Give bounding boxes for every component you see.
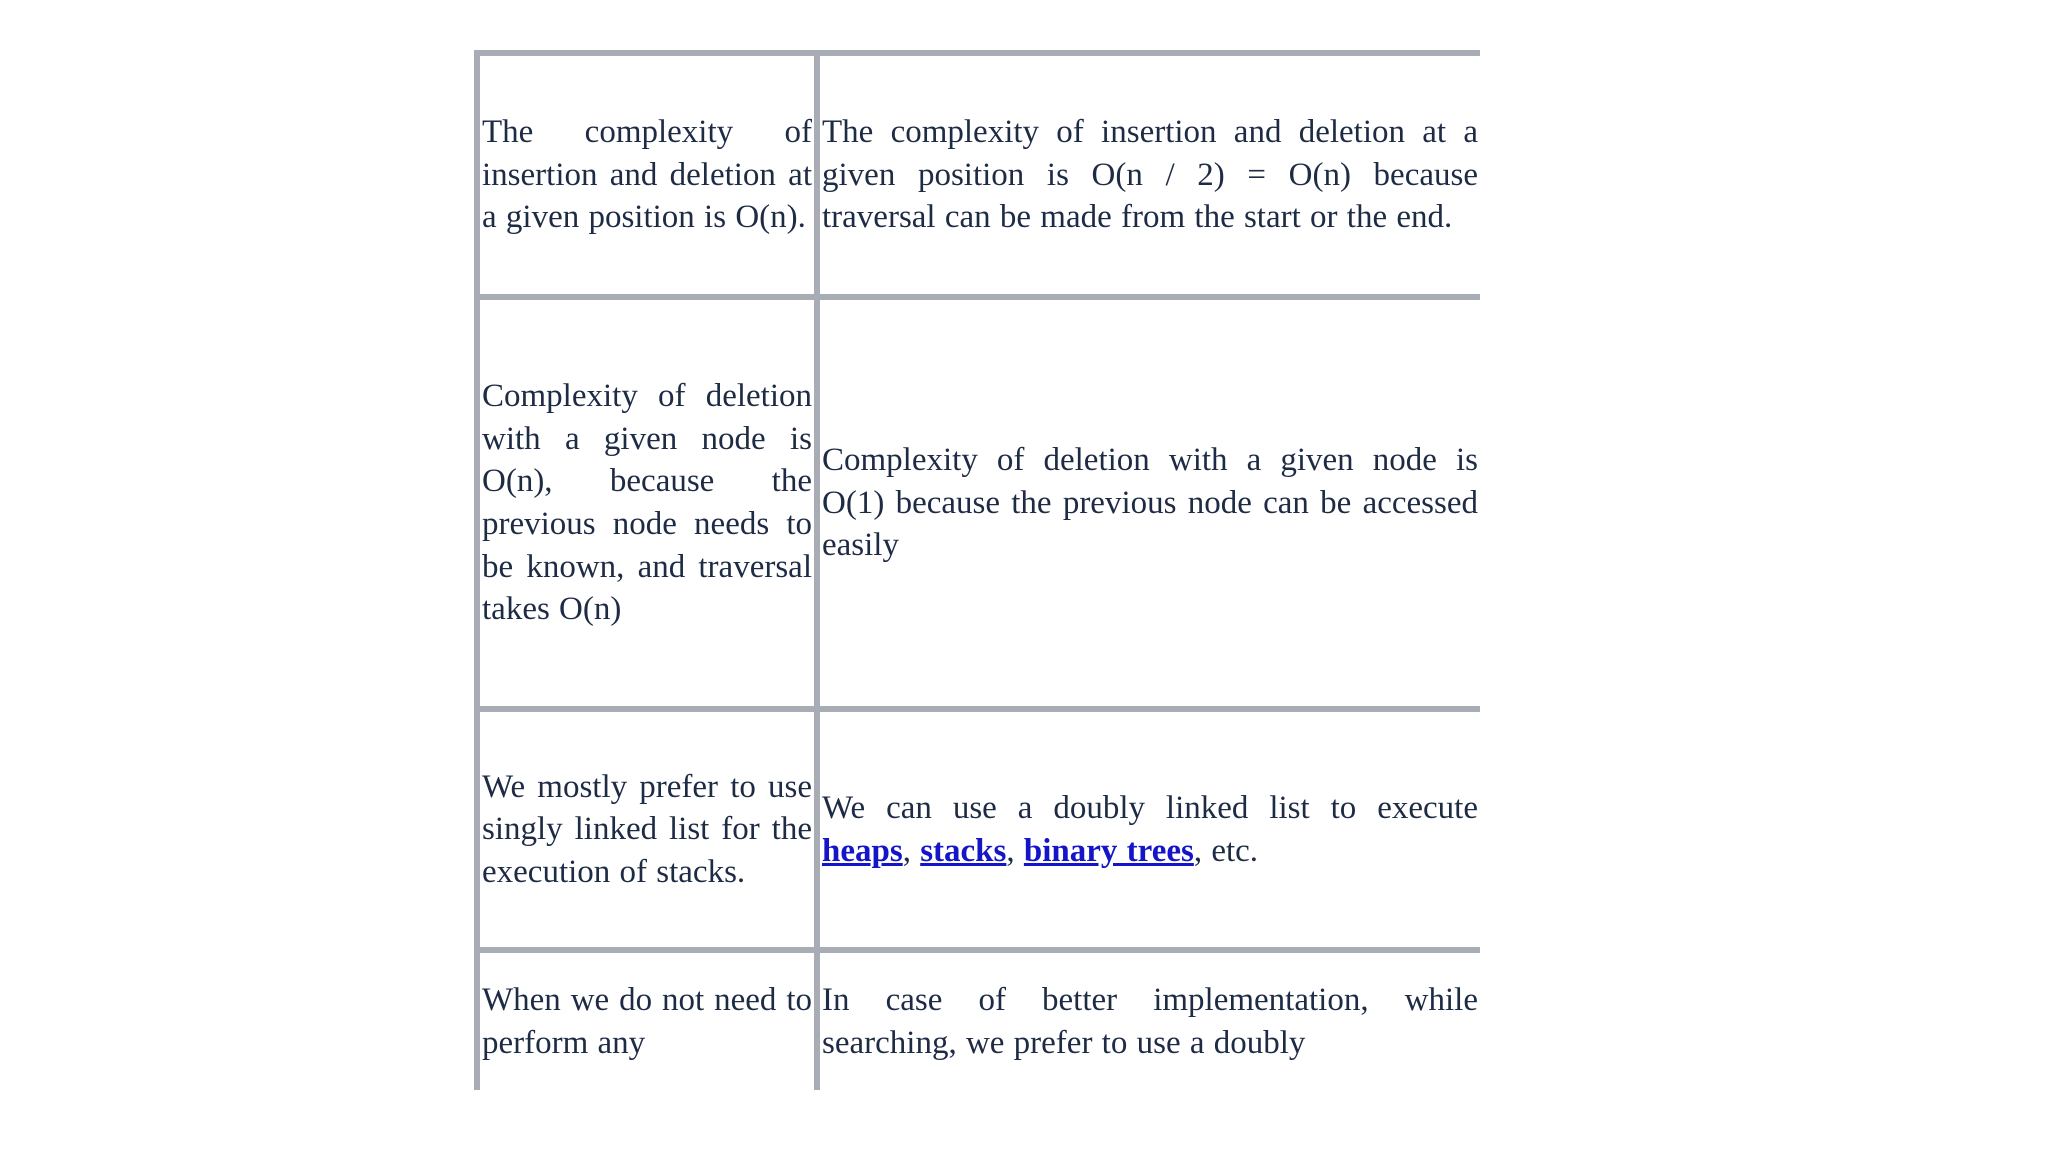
table-row xyxy=(480,953,1480,1090)
table-cell-left: The complexity of insertion and deletion at a given position is O(n). xyxy=(480,56,820,300)
table-cell-left: When we do not need to perform any xyxy=(480,953,820,1090)
table-cell-left: Complexity of deletion with a given node is O(n), because the previous node needs to be known, and traversal takes O(n) xyxy=(480,300,820,712)
cell-text-suffix: etc. xyxy=(1211,832,1259,869)
cell-text-prefix: We can use a doubly linked list to execute xyxy=(822,789,1478,826)
table-row xyxy=(480,56,1480,300)
table-cell-right: In case of better implementation, while searching, we prefer to use a doubly xyxy=(820,953,1480,1090)
table-cell-left: We mostly prefer to use singly linked list for the execution of stacks. xyxy=(480,712,820,953)
binary-trees-link[interactable]: binary trees xyxy=(1023,832,1194,869)
table-cell-right: The complexity of insertion and deletion at a given position is O(n / 2) = O(n) because traversal can be made from the start or the end. xyxy=(820,56,1480,300)
comparison-table xyxy=(474,50,1480,1090)
stacks-link[interactable]: stacks xyxy=(920,832,1007,869)
table-cell-right: Complexity of deletion with a given node is O(1) because the previous node can be accessed easily xyxy=(820,300,1480,712)
table-cell-right: We can use a doubly linked list to execute heaps, stacks, binary trees, etc. xyxy=(820,712,1480,953)
heaps-link[interactable]: heaps xyxy=(822,832,903,869)
table-row xyxy=(480,300,1480,712)
comparison-table-container xyxy=(474,50,1480,1090)
table-row xyxy=(480,712,1480,953)
